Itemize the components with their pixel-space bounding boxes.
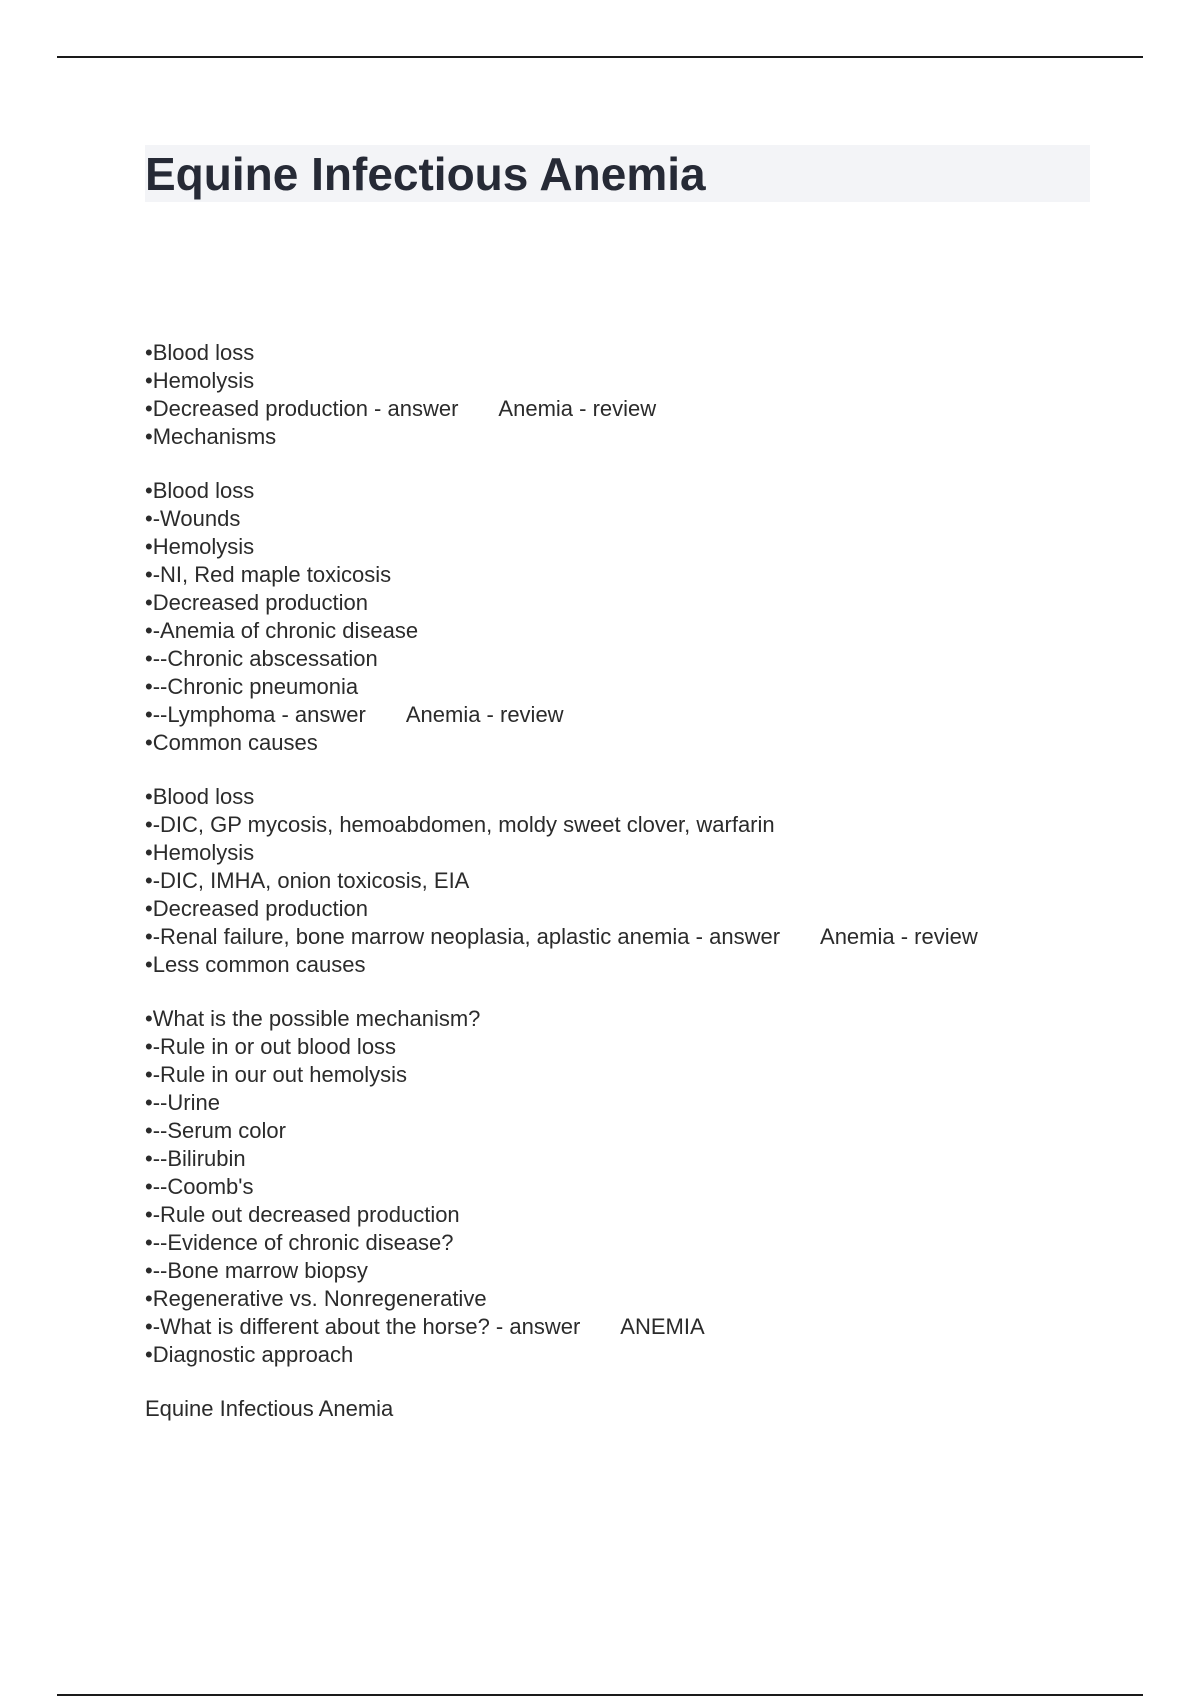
- text-line: •Decreased production: [145, 590, 368, 615]
- text-line: •--Evidence of chronic disease?: [145, 1230, 454, 1255]
- text-line: •--Chronic pneumonia: [145, 674, 359, 699]
- text-line: •Mechanisms: [145, 424, 277, 449]
- text-line: •Blood loss: [145, 784, 255, 809]
- text-line: •-Renal failure, bone marrow neoplasia, aplastic anemia - answer Anemia - review: [145, 924, 978, 949]
- text-line: •Blood loss: [145, 478, 255, 503]
- text-line: •-Anemia of chronic disease: [145, 618, 419, 643]
- answer-label: Anemia - review: [405, 702, 564, 727]
- text-line: •--Lymphoma - answer Anemia - review: [145, 702, 564, 727]
- text-line: •Less common causes: [145, 952, 366, 977]
- top-rule: [57, 56, 1143, 58]
- text-line: •Blood loss: [145, 340, 255, 365]
- text-line: •-Rule out decreased production: [145, 1202, 460, 1227]
- text-line: •What is the possible mechanism?: [145, 1006, 481, 1031]
- text-line: •--Bilirubin: [145, 1146, 246, 1171]
- next-card-title: Equine Infectious Anemia: [145, 1396, 394, 1421]
- text-line: •Hemolysis: [145, 368, 255, 393]
- flashcard-block: [145, 339, 1145, 451]
- document-body: [145, 339, 1145, 1423]
- flashcard-block: [145, 477, 1145, 757]
- text-line: •Diagnostic approach: [145, 1342, 354, 1367]
- answer-label: Anemia - review: [820, 924, 978, 949]
- page-title: Equine Infectious Anemia: [145, 148, 706, 200]
- text-line: •-DIC, GP mycosis, hemoabdomen, moldy sweet clover, warfarin: [145, 812, 775, 837]
- text-line: •Hemolysis: [145, 534, 255, 559]
- answer-label: Anemia - review: [498, 396, 657, 421]
- text-line: •-NI, Red maple toxicosis: [145, 562, 392, 587]
- text-line: •--Bone marrow biopsy: [145, 1258, 368, 1283]
- text-line: •--Chronic abscessation: [145, 646, 378, 671]
- text-line: •Common causes: [145, 730, 318, 755]
- text-line: •Hemolysis: [145, 840, 255, 865]
- text-line: •Decreased production: [145, 896, 368, 921]
- text-line: •Decreased production - answer Anemia - review: [145, 396, 657, 421]
- flashcard-block: [145, 1005, 1145, 1369]
- text-line: •-Wounds: [145, 506, 241, 531]
- text-line: •Regenerative vs. Nonregenerative: [145, 1286, 487, 1311]
- answer-label: ANEMIA: [620, 1314, 705, 1339]
- bottom-rule: [57, 1694, 1143, 1696]
- text-line: •-DIC, IMHA, onion toxicosis, EIA: [145, 868, 470, 893]
- text-line: •--Coomb's: [145, 1174, 254, 1199]
- text-line: •-What is different about the horse? - answer ANEMIA: [145, 1314, 705, 1339]
- text-line: •-Rule in or out blood loss: [145, 1034, 397, 1059]
- text-line: •--Urine: [145, 1090, 220, 1115]
- text-line: •-Rule in our out hemolysis: [145, 1062, 408, 1087]
- text-line: •--Serum color: [145, 1118, 286, 1143]
- flashcard-block: [145, 783, 1145, 979]
